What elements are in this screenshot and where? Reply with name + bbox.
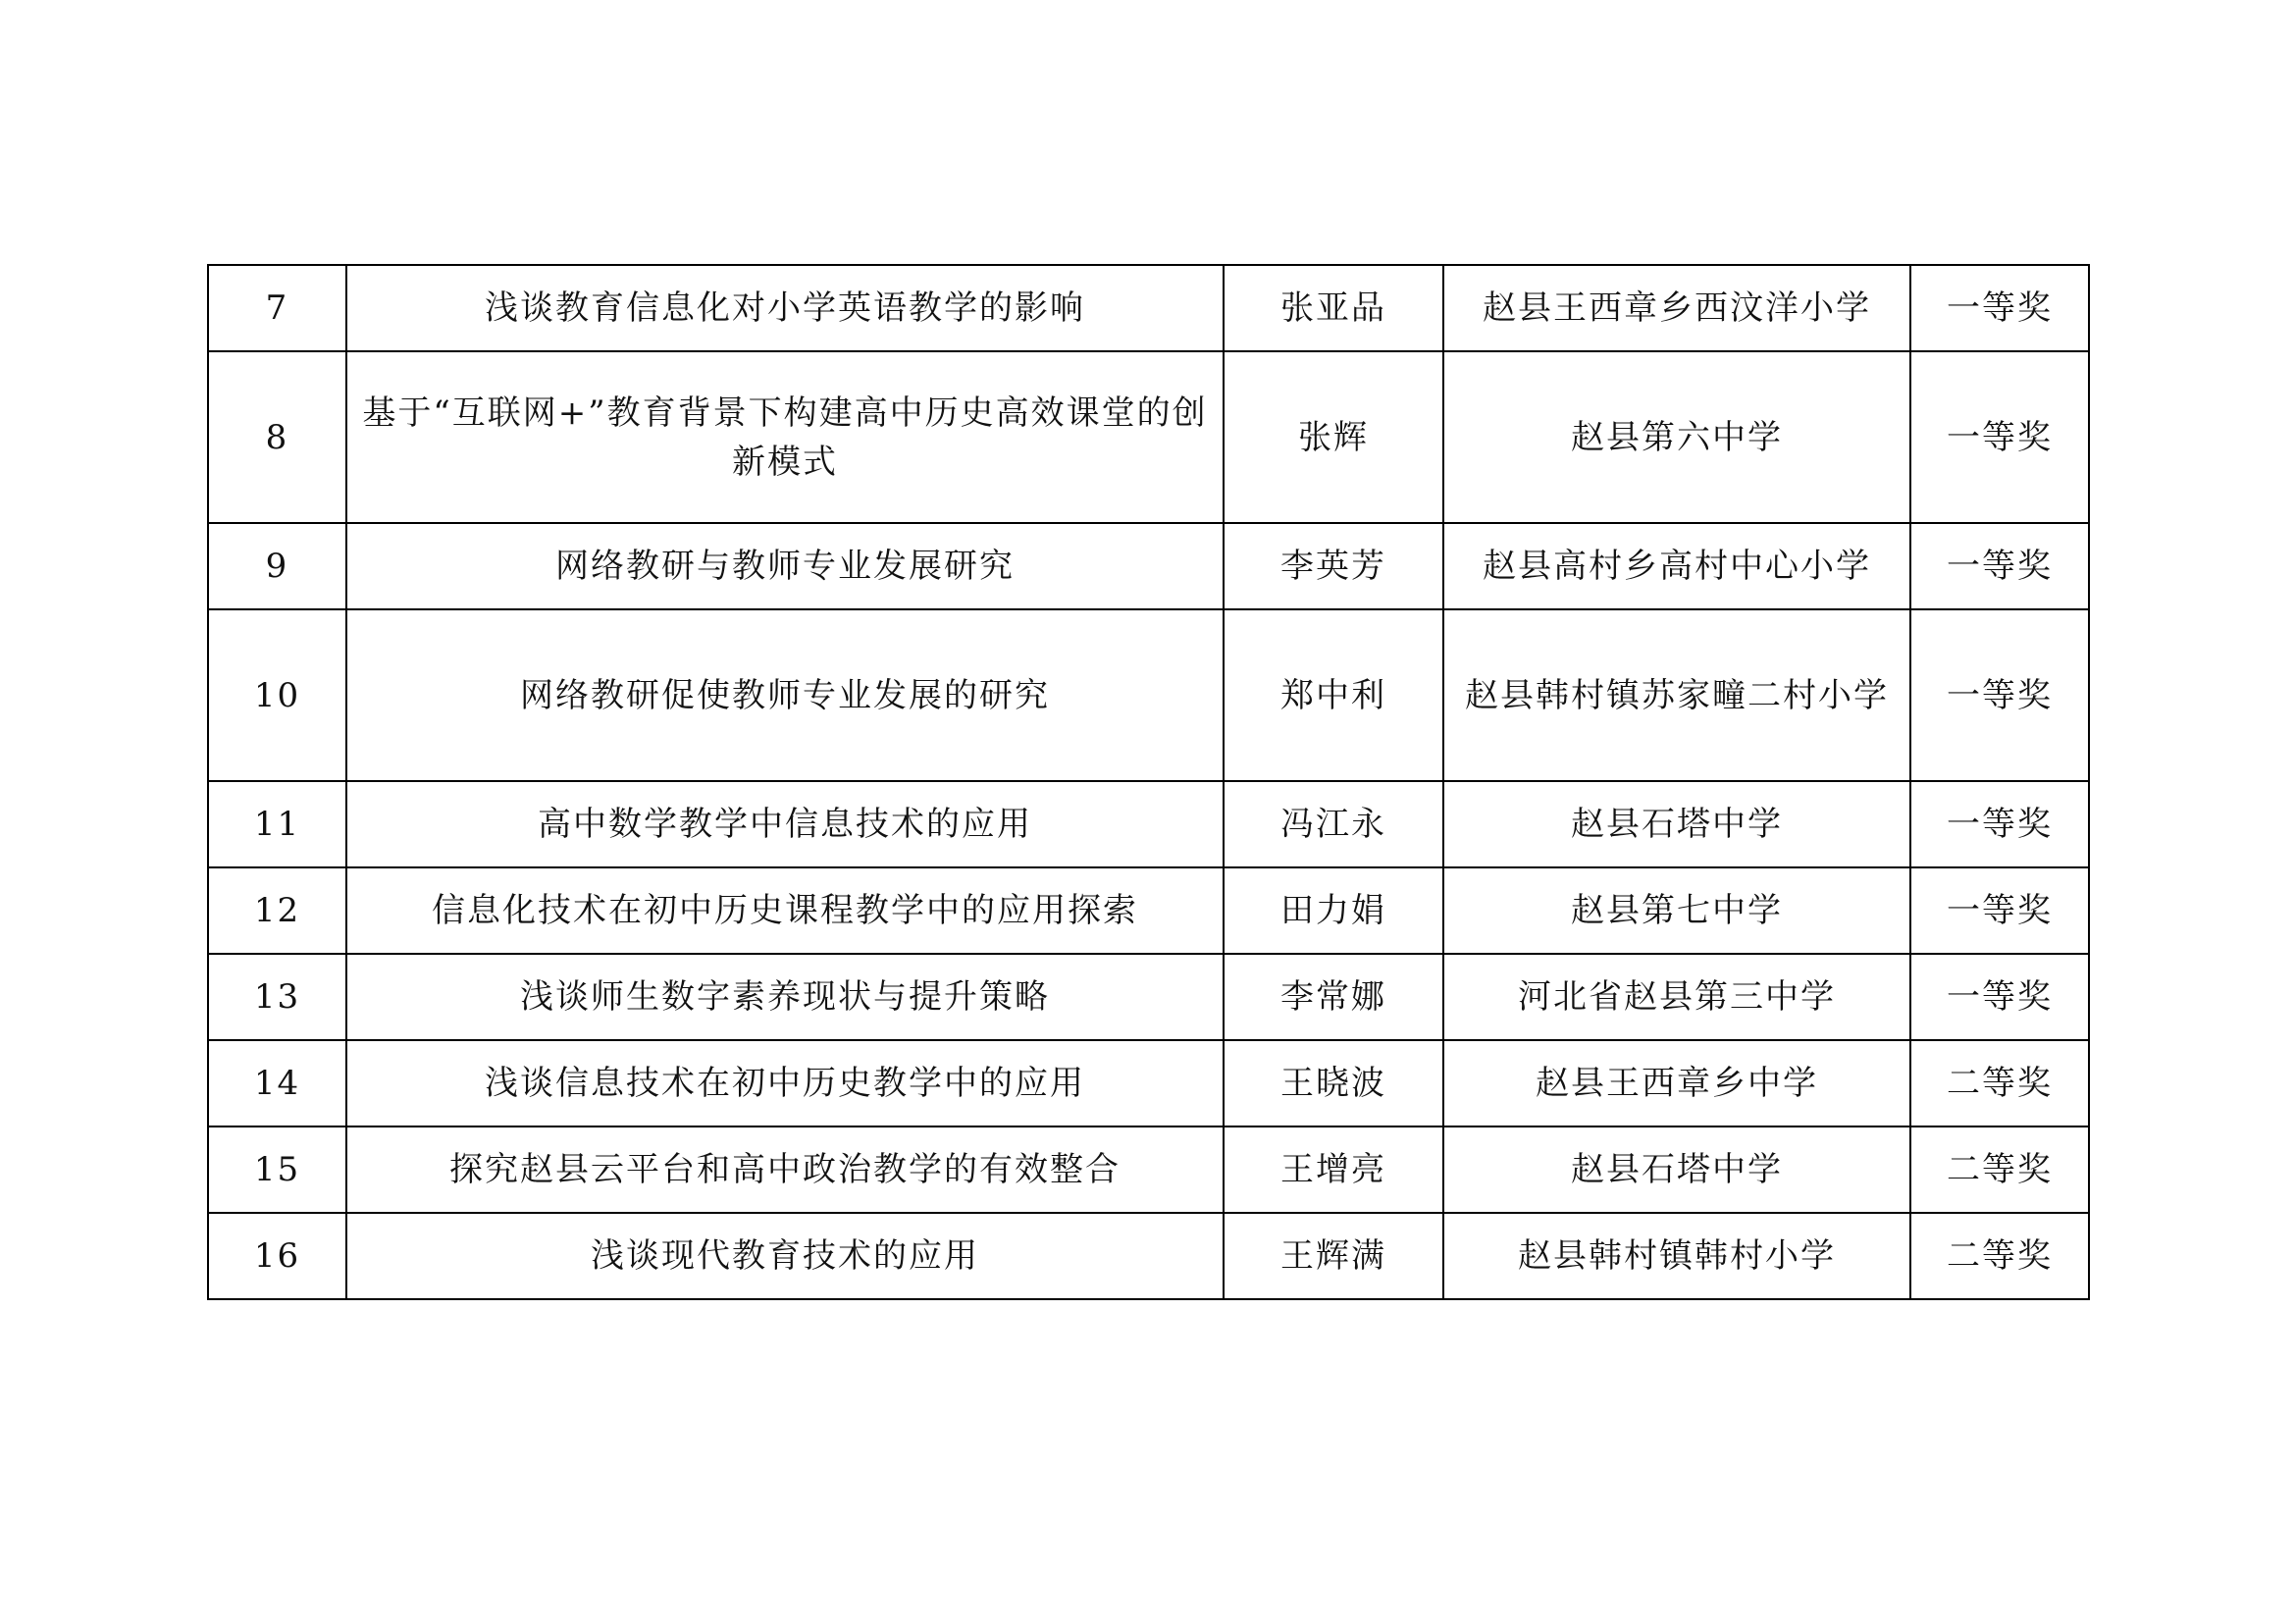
author-name: 张亚品	[1224, 265, 1443, 351]
author-name: 王增亮	[1224, 1126, 1443, 1213]
author-name: 张辉	[1224, 351, 1443, 523]
author-name: 郑中利	[1224, 609, 1443, 781]
paper-title: 浅谈师生数字素养现状与提升策略	[346, 954, 1224, 1040]
school-name: 赵县第七中学	[1443, 867, 1910, 954]
paper-title: 浅谈现代教育技术的应用	[346, 1213, 1224, 1299]
author-name: 田力娟	[1224, 867, 1443, 954]
row-number: 14	[208, 1040, 346, 1126]
author-name: 王辉满	[1224, 1213, 1443, 1299]
paper-title: 高中数学教学中信息技术的应用	[346, 781, 1224, 867]
school-name: 赵县第六中学	[1443, 351, 1910, 523]
award-level: 一等奖	[1910, 351, 2089, 523]
row-number: 13	[208, 954, 346, 1040]
paper-title: 探究赵县云平台和高中政治教学的有效整合	[346, 1126, 1224, 1213]
paper-title: 信息化技术在初中历史课程教学中的应用探索	[346, 867, 1224, 954]
award-level: 一等奖	[1910, 954, 2089, 1040]
row-number: 7	[208, 265, 346, 351]
row-number: 15	[208, 1126, 346, 1213]
award-level: 一等奖	[1910, 265, 2089, 351]
paper-title: 网络教研与教师专业发展研究	[346, 523, 1224, 609]
table-row	[208, 1126, 2089, 1213]
paper-title: 网络教研促使教师专业发展的研究	[346, 609, 1224, 781]
school-name: 赵县石塔中学	[1443, 1126, 1910, 1213]
school-name: 赵县王西章乡中学	[1443, 1040, 1910, 1126]
row-number: 9	[208, 523, 346, 609]
paper-title: 基于“互联网+”教育背景下构建高中历史高效课堂的创新模式	[346, 351, 1224, 523]
row-number: 16	[208, 1213, 346, 1299]
award-level: 一等奖	[1910, 523, 2089, 609]
school-name: 赵县王西章乡西汶洋小学	[1443, 265, 1910, 351]
award-level: 二等奖	[1910, 1040, 2089, 1126]
table-row	[208, 781, 2089, 867]
table-row	[208, 265, 2089, 351]
award-level: 二等奖	[1910, 1213, 2089, 1299]
row-number: 12	[208, 867, 346, 954]
school-name: 赵县韩村镇韩村小学	[1443, 1213, 1910, 1299]
table-row	[208, 1213, 2089, 1299]
school-name: 赵县高村乡高村中心小学	[1443, 523, 1910, 609]
author-name: 李常娜	[1224, 954, 1443, 1040]
award-table	[207, 264, 2090, 1300]
table-row	[208, 351, 2089, 523]
table-row	[208, 867, 2089, 954]
table-row	[208, 523, 2089, 609]
school-name: 赵县韩村镇苏家疃二村小学	[1443, 609, 1910, 781]
award-level: 一等奖	[1910, 867, 2089, 954]
row-number: 10	[208, 609, 346, 781]
paper-title: 浅谈信息技术在初中历史教学中的应用	[346, 1040, 1224, 1126]
table-row	[208, 609, 2089, 781]
award-level: 一等奖	[1910, 781, 2089, 867]
table-row	[208, 954, 2089, 1040]
award-level: 一等奖	[1910, 609, 2089, 781]
table-row	[208, 1040, 2089, 1126]
row-number: 11	[208, 781, 346, 867]
row-number: 8	[208, 351, 346, 523]
school-name: 河北省赵县第三中学	[1443, 954, 1910, 1040]
paper-title: 浅谈教育信息化对小学英语教学的影响	[346, 265, 1224, 351]
author-name: 李英芳	[1224, 523, 1443, 609]
author-name: 冯江永	[1224, 781, 1443, 867]
school-name: 赵县石塔中学	[1443, 781, 1910, 867]
award-level: 二等奖	[1910, 1126, 2089, 1213]
author-name: 王晓波	[1224, 1040, 1443, 1126]
